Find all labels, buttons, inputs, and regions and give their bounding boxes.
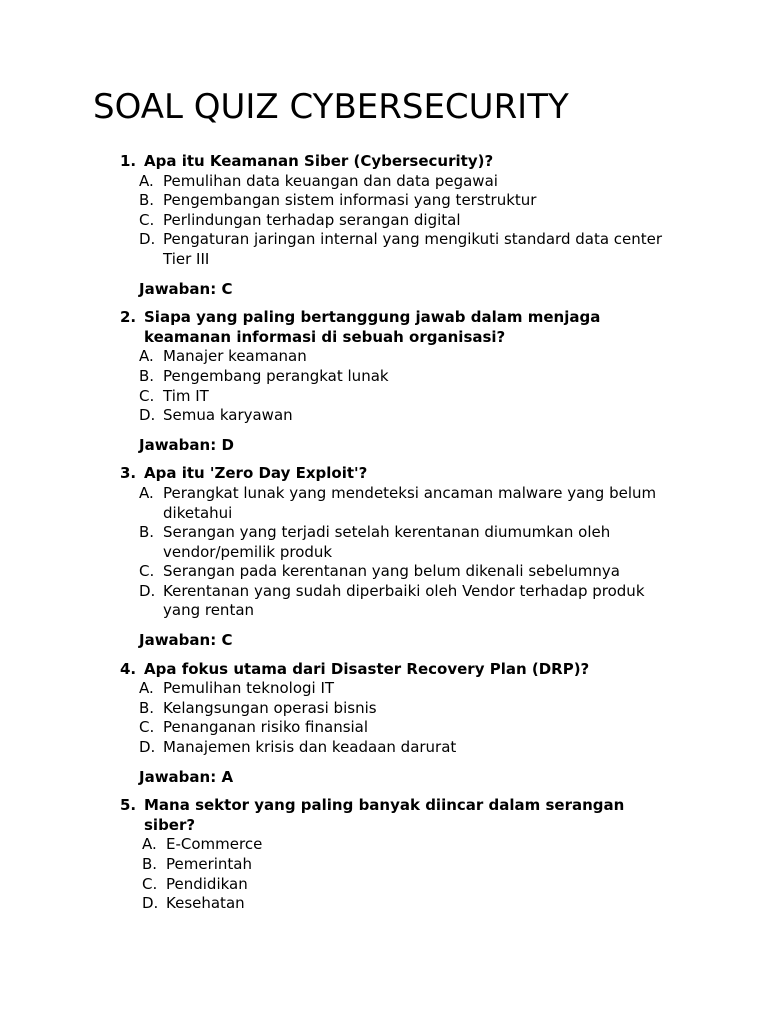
option-b (0, 699, 768, 719)
option-c (0, 718, 768, 738)
question-text: Mana sektor yang paling banyak diincar dalam serangan siber? (144, 796, 625, 834)
question-heading (0, 796, 768, 835)
option-text: Pengembangan sistem informasi yang terstruktur (163, 191, 537, 210)
page-title: SOAL QUIZ CYBERSECURITY (93, 87, 569, 127)
option-letter: B. (139, 191, 155, 210)
option-c (0, 211, 768, 231)
option-letter: B. (139, 523, 155, 542)
option-d (0, 738, 768, 758)
question-heading (0, 660, 768, 680)
option-letter: A. (142, 835, 157, 854)
option-text: Semua karyawan (163, 406, 293, 425)
option-text: Pengaturan jaringan internal yang mengikuti standard data center Tier III (163, 230, 663, 268)
option-b (0, 367, 768, 387)
answer-label: Jawaban: A (139, 767, 234, 786)
option-d (0, 582, 768, 621)
option-a (0, 679, 768, 699)
option-letter: D. (142, 894, 159, 913)
question-number: 3. (120, 464, 137, 483)
option-text: Tim IT (163, 386, 209, 405)
option-letter: D. (139, 738, 156, 757)
option-d (0, 230, 768, 269)
option-letter: C. (139, 718, 155, 737)
option-list (0, 679, 768, 757)
option-a (0, 835, 768, 855)
question-number: 5. (120, 796, 137, 815)
option-letter: C. (139, 210, 155, 229)
question-number: 2. (120, 308, 137, 327)
option-text: Pengembang perangkat lunak (163, 366, 389, 385)
option-letter: D. (139, 230, 156, 249)
option-c (0, 875, 768, 895)
option-d (0, 406, 768, 426)
option-text: Penanganan risiko finansial (163, 718, 369, 737)
option-text: E-Commerce (166, 835, 263, 854)
question-text: Apa itu 'Zero Day Exploit'? (144, 464, 368, 483)
option-text: Kesehatan (166, 894, 245, 913)
option-list (0, 835, 768, 913)
option-letter: C. (139, 386, 155, 405)
option-letter: D. (139, 406, 156, 425)
question-list (0, 152, 768, 914)
option-letter: B. (139, 698, 155, 717)
option-text: Serangan yang terjadi setelah kerentanan diumumkan oleh vendor/pemilik produk (163, 523, 611, 561)
question-5 (0, 796, 768, 914)
option-c (0, 562, 768, 582)
option-letter: D. (139, 581, 156, 600)
answer-label: Jawaban: C (139, 279, 233, 298)
option-text: Manajemen krisis dan keadaan darurat (163, 738, 457, 757)
answer-label: Jawaban: D (139, 435, 234, 454)
option-d (0, 894, 768, 914)
option-letter: B. (139, 366, 155, 385)
option-b (0, 191, 768, 211)
question-text: Apa fokus utama dari Disaster Recovery Plan (DRP)? (144, 659, 590, 678)
question-3 (0, 464, 768, 650)
question-heading (0, 152, 768, 172)
option-a (0, 347, 768, 367)
option-list (0, 347, 768, 425)
question-heading (0, 464, 768, 484)
option-text: Serangan pada kerentanan yang belum dikenali sebelumnya (163, 562, 620, 581)
option-letter: A. (139, 483, 154, 502)
option-letter: A. (139, 679, 154, 698)
question-4 (0, 660, 768, 788)
option-text: Pemerintah (166, 855, 253, 873)
option-text: Pendidikan (166, 874, 248, 893)
option-b (0, 523, 768, 562)
option-a (0, 172, 768, 192)
option-text: Perangkat lunak yang mendeteksi ancaman malware yang belum diketahui (163, 483, 657, 522)
option-text: Manajer keamanan (163, 347, 307, 366)
option-a (0, 484, 768, 523)
option-text: Kerentanan yang sudah diperbaiki oleh Vendor terhadap produk yang rentan (163, 581, 645, 620)
option-letter: C. (142, 874, 158, 893)
question-text: Siapa yang paling bertanggung jawab dalam menjaga keamanan informasi di sebuah organisasi? (144, 308, 601, 346)
question-heading (0, 308, 768, 347)
option-list (0, 484, 768, 621)
question-1 (0, 152, 768, 299)
question-2 (0, 308, 768, 455)
option-letter: B. (142, 855, 158, 873)
option-letter: C. (139, 562, 155, 581)
question-number: 1. (120, 152, 137, 170)
answer-label: Jawaban: C (139, 631, 233, 650)
option-text: Perlindungan terhadap serangan digital (163, 210, 461, 229)
option-text: Pemulihan teknologi IT (163, 679, 335, 698)
option-list (0, 172, 768, 270)
option-letter: A. (139, 171, 154, 190)
question-text: Apa itu Keamanan Siber (Cybersecurity)? (144, 152, 494, 170)
option-text: Pemulihan data keuangan dan data pegawai (163, 171, 498, 190)
option-c (0, 387, 768, 407)
option-letter: A. (139, 347, 154, 366)
option-b (0, 855, 768, 875)
question-number: 4. (120, 659, 137, 678)
option-text: Kelangsungan operasi bisnis (163, 698, 377, 717)
